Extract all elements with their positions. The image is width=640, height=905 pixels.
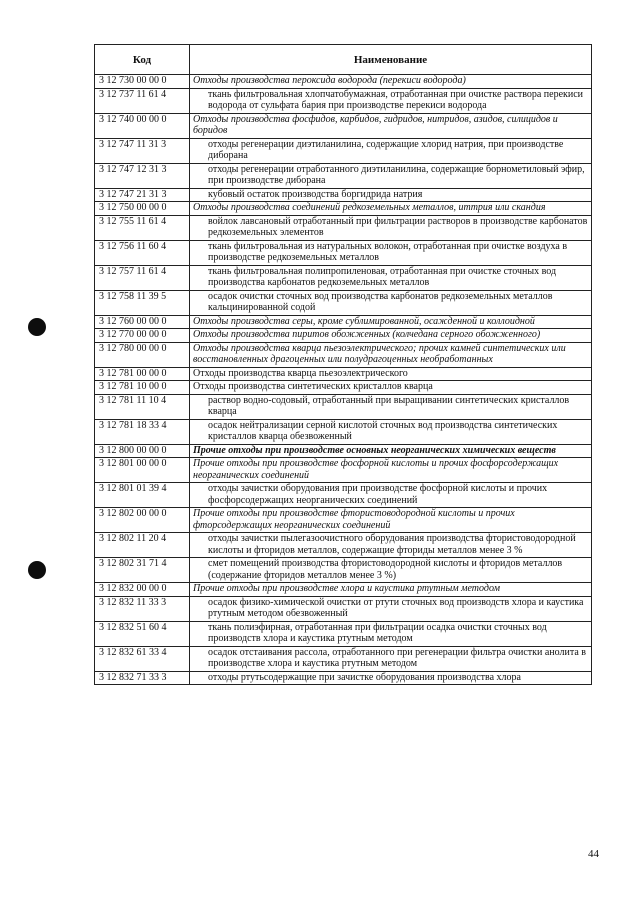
waste-item-name: отходы регенерации отработанного диэтиланилина, содержащие борнометиловый эфир, при производстве диборана: [190, 163, 592, 188]
waste-code: 3 12 756 11 60 4: [95, 240, 190, 265]
waste-item-name: осадок отстаивания рассола, отработанного при регенерации фильтра очистки анолита в производстве хлора и каустика ртутным методом: [190, 646, 592, 671]
table-row: [95, 596, 592, 621]
table-row: [95, 508, 592, 533]
table-row: [95, 290, 592, 315]
waste-item-name: осадок физико-химической очистки от ртути сточных вод производств хлора и каустика ртутным методом обезвоженный: [190, 596, 592, 621]
table-row: [95, 381, 592, 395]
waste-item-name: отходы ртутьсодержащие при зачистке оборудования производства хлора: [190, 671, 592, 685]
table-row: [95, 215, 592, 240]
waste-item-name: ткань фильтровальная полипропиленовая, отработанная при очистке сточных вод производства карбонатов редкоземельных металлов: [190, 265, 592, 290]
waste-code: 3 12 781 10 00 0: [95, 381, 190, 395]
waste-code: 3 12 800 00 00 0: [95, 444, 190, 458]
waste-group-name: Отходы производства серы, кроме сублимированной, осажденной и коллоидной: [190, 315, 592, 329]
waste-item-name: осадок очистки сточных вод производства карбонатов редкоземельных металлов кальцинированной содой: [190, 290, 592, 315]
table-row: [95, 444, 592, 458]
waste-item-name: ткань фильтровальная хлопчатобумажная, отработанная при очистке раствора перекиси водорода от сульфата бария при производстве перекиси водорода: [190, 88, 592, 113]
waste-group-name: Отходы производства пероксида водорода (перекиси водорода): [190, 75, 592, 89]
table-row: [95, 75, 592, 89]
table-row: [95, 483, 592, 508]
waste-code: 3 12 737 11 61 4: [95, 88, 190, 113]
waste-group-name: Прочие отходы при производстве фтористоводородной кислоты и прочих фторсодержащих неорганических соединений: [190, 508, 592, 533]
waste-item-name: смет помещений производства фтористоводородной кислоты и фторидов металлов (содержание фторидов металлов менее 3 %): [190, 558, 592, 583]
waste-code: 3 12 781 11 10 4: [95, 394, 190, 419]
waste-code: 3 12 780 00 00 0: [95, 342, 190, 367]
table-row: [95, 671, 592, 685]
waste-code: 3 12 758 11 39 5: [95, 290, 190, 315]
waste-group-name: Отходы производства синтетических кристаллов кварца: [190, 381, 592, 395]
table-row: [95, 315, 592, 329]
waste-code: 3 12 747 11 31 3: [95, 138, 190, 163]
waste-code: 3 12 801 00 00 0: [95, 458, 190, 483]
waste-item-name: отходы зачистки пылегазоочистного оборудования производства фтористоводородной кислоты и фторидов металлов, содержащие фториды металлов менее 3 %: [190, 533, 592, 558]
waste-code: 3 12 755 11 61 4: [95, 215, 190, 240]
binder-hole-lower: [28, 561, 46, 579]
table-row: [95, 202, 592, 216]
table-row: [95, 533, 592, 558]
waste-group-name: Отходы производства пиритов обожженных (колчедана серного обожженного): [190, 329, 592, 343]
waste-code: 3 12 832 61 33 4: [95, 646, 190, 671]
waste-code: 3 12 760 00 00 0: [95, 315, 190, 329]
waste-item-name: отходы регенерации диэтиланилина, содержащие хлорид натрия, при производстве диборана: [190, 138, 592, 163]
waste-classifier-table: [94, 44, 592, 685]
waste-code: 3 12 781 00 00 0: [95, 367, 190, 381]
waste-group-name: Отходы производства соединений редкоземельных металлов, иттрия или скандия: [190, 202, 592, 216]
table-row: [95, 138, 592, 163]
table-row: [95, 240, 592, 265]
waste-group-name: Отходы производства фосфидов, карбидов, гидридов, нитридов, азидов, силицидов и боридов: [190, 113, 592, 138]
waste-code: 3 12 750 00 00 0: [95, 202, 190, 216]
waste-code: 3 12 747 21 31 3: [95, 188, 190, 202]
waste-group-name: Прочие отходы при производстве хлора и каустика ртутным методом: [190, 583, 592, 597]
table-row: [95, 621, 592, 646]
waste-group-name: Прочие отходы при производстве фосфорной кислоты и прочих фосфорсодержащих неорганических соединений: [190, 458, 592, 483]
waste-item-name: осадок нейтрализации серной кислотой сточных вод производства синтетических кристаллов кварца обезвоженный: [190, 419, 592, 444]
table-header-row: [95, 45, 592, 75]
waste-item-name: ткань полиэфирная, отработанная при фильтрации осадка очистки сточных вод производств хлора и каустика ртутным методом: [190, 621, 592, 646]
waste-code: 3 12 740 00 00 0: [95, 113, 190, 138]
page-number: 44: [588, 848, 599, 860]
table-row: [95, 583, 592, 597]
waste-group-name: Отходы производства кварца пьезоэлектрического: [190, 367, 592, 381]
waste-item-name: отходы зачистки оборудования при производстве фосфорной кислоты и прочих фосфорсодержащих неорганических соединений: [190, 483, 592, 508]
waste-item-name: ткань фильтровальная из натуральных волокон, отработанная при очистке воздуха в производстве редкоземельных металлов: [190, 240, 592, 265]
waste-item-name: войлок лавсановый отработанный при фильтрации растворов в производстве карбонатов редкоземельных элементов: [190, 215, 592, 240]
table-row: [95, 329, 592, 343]
waste-code: 3 12 802 00 00 0: [95, 508, 190, 533]
waste-code: 3 12 802 31 71 4: [95, 558, 190, 583]
binder-hole-upper: [28, 318, 46, 336]
waste-code: 3 12 832 71 33 3: [95, 671, 190, 685]
table-row: [95, 458, 592, 483]
table-row: [95, 188, 592, 202]
waste-group-name: Прочие отходы при производстве основных неорганических химических веществ: [190, 444, 592, 458]
waste-code: 3 12 832 11 33 3: [95, 596, 190, 621]
table-row: [95, 265, 592, 290]
table-row: [95, 558, 592, 583]
waste-code: 3 12 832 00 00 0: [95, 583, 190, 597]
waste-code: 3 12 770 00 00 0: [95, 329, 190, 343]
column-header-name: Наименование: [190, 45, 592, 75]
waste-code: 3 12 747 12 31 3: [95, 163, 190, 188]
waste-group-name: Отходы производства кварца пьезоэлектрического; прочих камней синтетических или восстановленных драгоценных или полудрагоценных необработанных: [190, 342, 592, 367]
waste-item-name: раствор водно-содовый, отработанный при выращивании синтетических кристаллов кварца: [190, 394, 592, 419]
table-row: [95, 394, 592, 419]
column-header-code: Код: [95, 45, 190, 75]
waste-code: 3 12 730 00 00 0: [95, 75, 190, 89]
table-row: [95, 646, 592, 671]
waste-item-name: кубовый остаток производства боргидрида натрия: [190, 188, 592, 202]
waste-code: 3 12 802 11 20 4: [95, 533, 190, 558]
table-row: [95, 88, 592, 113]
table-row: [95, 367, 592, 381]
waste-code: 3 12 801 01 39 4: [95, 483, 190, 508]
table-row: [95, 419, 592, 444]
waste-code: 3 12 832 51 60 4: [95, 621, 190, 646]
waste-code: 3 12 757 11 61 4: [95, 265, 190, 290]
table-row: [95, 163, 592, 188]
table-row: [95, 113, 592, 138]
waste-code: 3 12 781 18 33 4: [95, 419, 190, 444]
table-row: [95, 342, 592, 367]
